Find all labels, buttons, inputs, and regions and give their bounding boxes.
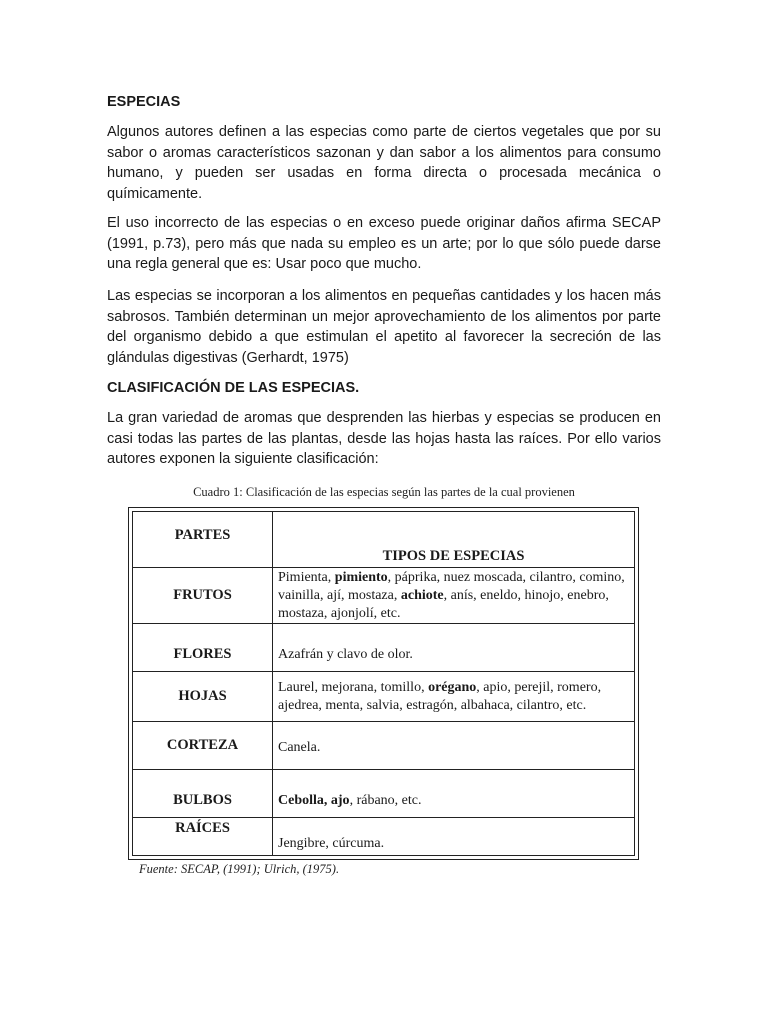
row-types bbox=[273, 624, 635, 672]
row-part: CORTEZA bbox=[133, 722, 273, 770]
table-row bbox=[133, 624, 635, 672]
types-text-segment: , páprika, nuez moscada, cilantro, comino, vainilla, ají, mostaza, bbox=[278, 569, 625, 603]
table-row bbox=[133, 568, 635, 624]
types-text-segment: pimiento bbox=[334, 569, 388, 585]
row-types bbox=[273, 722, 635, 770]
table-row bbox=[133, 770, 635, 818]
types-text-segment: Azafrán y clavo de olor. bbox=[278, 646, 413, 662]
types-text-segment: , apio, perejil, romero, ajedrea, menta, salvia, estragón, albahaca, cilantro, etc. bbox=[278, 679, 602, 713]
types-text-segment: achiote bbox=[400, 587, 444, 603]
types-text-segment: , rábano, etc. bbox=[349, 792, 422, 808]
paragraph-1: Algunos autores definen a las especias como parte de ciertos vegetales que por su sabor o aromas característicos sazonan y dan sabor a los alimentos para consumo humano, y pueden ser usadas en forma directa o procesada mecánica o químicamente. bbox=[107, 124, 661, 202]
table-row bbox=[133, 672, 635, 722]
classification-table-grid bbox=[132, 511, 635, 856]
row-types bbox=[273, 818, 635, 856]
row-part: FRUTOS bbox=[133, 568, 273, 624]
row-types bbox=[273, 568, 635, 624]
row-types bbox=[273, 770, 635, 818]
paragraph-4: La gran variedad de aromas que desprenden las hierbas y especias se producen en casi todas las partes de las plantas, desde las hojas hasta las raíces. Por ello varios autores exponen la siguiente clasificación: bbox=[107, 410, 661, 468]
table-row bbox=[133, 818, 635, 856]
classification-table bbox=[128, 507, 639, 860]
paragraph-2: El uso incorrecto de las especias o en exceso puede originar daños afirma SECAP (1991, p.73), pero más que nada su empleo es un arte; por lo que sólo puede darse una regla general que es: Usar poco que mucho. bbox=[107, 215, 661, 273]
table-caption: Cuadro 1: Clasificación de las especias según las partes de la cual provienen bbox=[193, 485, 575, 499]
types-text-segment: Laurel, mejorana, tomillo, bbox=[278, 679, 429, 695]
table-row bbox=[133, 722, 635, 770]
types-text-segment: Pimienta, bbox=[278, 569, 335, 585]
row-part: BULBOS bbox=[133, 770, 273, 818]
header-types: TIPOS DE ESPECIAS bbox=[273, 512, 635, 568]
table-source: Fuente: SECAP, (1991); Ulrich, (1975). bbox=[139, 862, 340, 876]
paragraph-3: Las especias se incorporan a los alimentos en pequeñas cantidades y los hacen más sabrosos. También determinan un mejor aprovechamiento de los alimentos por parte del organismo debido a que estimulan el apetito al favorecer la secreción de las glándulas digestivas (Gerhardt, 1975) bbox=[107, 288, 661, 366]
row-part: RAÍCES bbox=[133, 818, 273, 856]
section-title-especias: ESPECIAS bbox=[107, 94, 181, 110]
table-header-row bbox=[133, 512, 635, 568]
header-parts: PARTES bbox=[133, 512, 273, 568]
row-part: FLORES bbox=[133, 624, 273, 672]
row-types bbox=[273, 672, 635, 722]
types-text-segment: , anís, eneldo, hinojo, enebro, mostaza, ajonjolí, etc. bbox=[278, 587, 609, 621]
types-text-segment: Jengibre, cúrcuma. bbox=[278, 836, 385, 851]
types-text-segment: orégano bbox=[428, 679, 477, 695]
section-title-clasificacion: CLASIFICACIÓN DE LAS ESPECIAS. bbox=[107, 380, 360, 396]
types-text-segment: Canela. bbox=[278, 739, 321, 755]
types-text-segment: Cebolla, ajo bbox=[278, 792, 350, 808]
row-part: HOJAS bbox=[133, 672, 273, 722]
